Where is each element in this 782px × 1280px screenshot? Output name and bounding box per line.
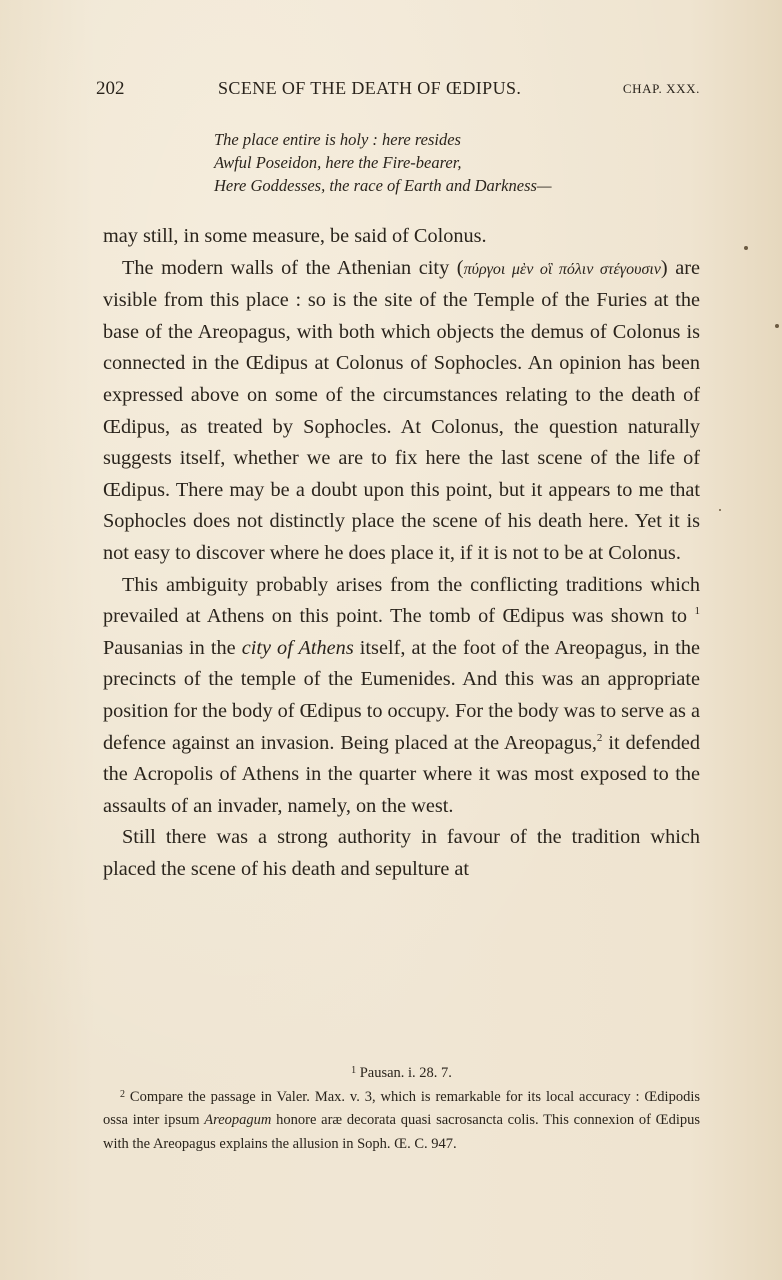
verse-line: The place entire is holy : here resides — [214, 130, 461, 149]
paper-speck — [719, 509, 721, 511]
greek-quotation: πύργοι μὲν οἳ πόλιν στέγουσιν — [463, 260, 661, 278]
footnote-reference: 1 — [694, 605, 700, 618]
page-header — [96, 78, 700, 106]
footnote-mark: 2 — [120, 1088, 125, 1100]
paper-speck — [775, 324, 779, 328]
paragraph: This ambiguity probably arises from the conflicting traditions which prevailed at Athens on this point. The tomb of Œdipus was shown to $^1$ Pausanias in the city of Athens itself, at the foot of the Areopagus, in the precincts of the temple of the Eumenides. And this was an appropriate position for the body of Œdipus to occupy. For the body was to serve as a defence against an invasion. Being placed at the Areopagus,$^2$ it defended the Acropolis of Athens in the quarter where it was most exposed to the assaults of an invader, namely, on the west. — [103, 573, 700, 817]
running-title: SCENE OF THE DEATH OF ŒDIPUS. — [218, 78, 522, 98]
verse-line: Here Goddesses, the race of Earth and Darkness— — [214, 176, 552, 195]
paper-speck — [744, 246, 748, 250]
paragraph: may still, in some measure, be said of Colonus. — [103, 225, 487, 247]
verse-quotation — [214, 128, 552, 197]
chapter-label: CHAP. XXX. — [622, 81, 700, 96]
footnote-mark: 1 — [351, 1065, 357, 1076]
emphasis: city of Athens — [241, 636, 354, 659]
paragraph: The modern walls of the Athenian city (πύργοι μὲν οἳ πόλιν στέγουσιν) are visible from this place : so is the site of the Temple of the Furies at the base of the Areopagus, with both which objects the demus of Colonus is connected in the Œdipus at Colonus of Sophocles. An opinion has been expressed above on some of the circumstances relating to the death of Œdipus, as treated by Sophocles. At Colonus, the question naturally suggests itself, whether we are to fix here the last scene of the life of Œdipus. There may be a doubt upon this point, but it appears to me that Sophocles does not distinctly place the scene of his death here. Yet it is not easy to discover where he does place it, if it is not to be at Colonus. — [103, 256, 700, 564]
emphasis: Areopagum — [204, 1112, 272, 1128]
body-text — [103, 221, 700, 885]
footnote-reference: 2 — [596, 731, 603, 744]
footnote-1: $^1$ Pausan. i. 28. 7. — [351, 1065, 452, 1081]
verse-line: Awful Poseidon, here the Fire-bearer, — [214, 153, 462, 172]
footnote-2: $^2$ Compare the passage in Valer. Max. v. 3, which is remarkable for its local accuracy : Œdipodis ossa inter ipsum Areopagum honore aræ decorata quasi sacrosancta colis. This connexion of Œdipus with the Areopagus explains the allusion in Soph. Œ. C. 947. — [103, 1088, 700, 1152]
footnotes — [103, 1062, 700, 1156]
paragraph: Still there was a strong authority in favour of the tradition which placed the scene of his death and sepulture at — [103, 826, 700, 880]
page-number: 202 — [96, 78, 125, 99]
